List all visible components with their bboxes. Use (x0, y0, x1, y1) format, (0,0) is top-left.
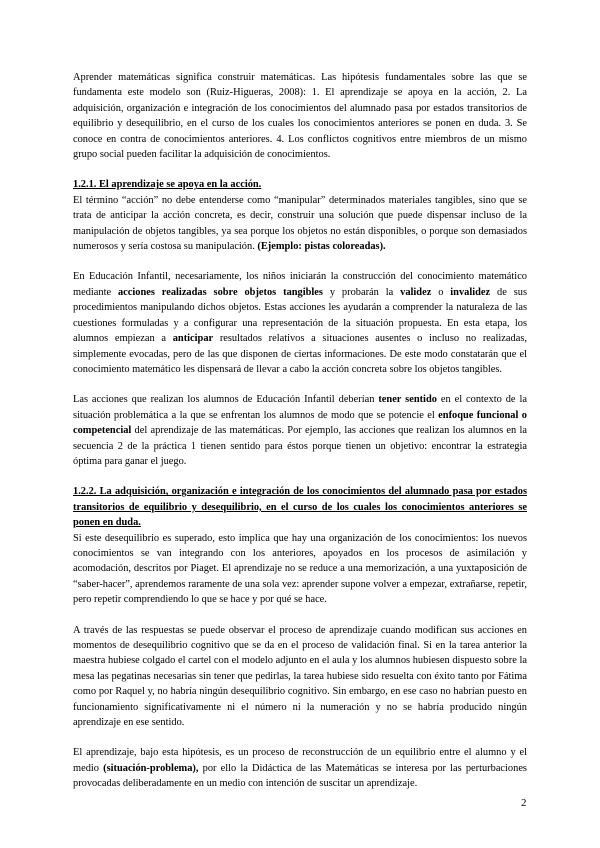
section-1-paragraph-1: El término “acción” no debe entenderse como “manipular” determinados materiales tangibles, sino que se trata de anticipar la acción concreta, es decir, construir una solución que puede dispensar incluso de la manipulación de objetos tangibles, ya sea porque los objetos no están disponibles, o porque son demasiados numerosos y sería costosa su manipulación. (Ejemplo: pistas coloreadas). (73, 194, 527, 253)
page-number: 2 (521, 797, 527, 809)
section-1-paragraph-2: En Educación Infantil, necesariamente, los niños iniciarán la construcción del conocimiento matemático mediante acciones realizadas sobre objetos tangibles y probarán la validez o invalidez de sus procedimientos manipulando dichos objetos. Estas acciones les ayudarán a comprender la naturaleza de las cuestiones formuladas y a configurar una representación de la situación propuesta. En esta etapa, los alumnos empiezan a anticipar resultados relativos a situaciones ausentes o incluso no realizadas, simplemente evocadas, pero de las que disponen de ciertas informaciones. De este modo constatarán que el conocimiento matemático les dispensará de llevar a cabo la acción concreta sobre los objetos tangibles. (73, 271, 528, 375)
section-1-paragraph-3: Las acciones que realizan los alumnos de Educación Infantil deberían tener sentido en el contexto de la situación problemática a la que se enfrentan los alumnos de modo que se potencie el enfoque funcional o competencial del aprendizaje de las matemáticas. Por ejemplo, las acciones que realizan los alumnos en la secuencia 2 de la práctica 1 tienen sentido para éstos porque tienen un objetivo: encontrar la estrategia óptima para ganar el juego. (73, 394, 527, 467)
section-2-paragraph-1: Si este desequilibrio es superado, esto implica que hay una organización de los conocimientos: los nuevos conocimientos se van integrando con los anteriores, apoyados en los procesos de asimilación y acomodación, descritos por Piaget. El aprendizaje no se reduce a una memorización, a una yuxtaposición de “saber-hacer”, aprendemos raramente de una sola vez: aprender supone volver a empezar, extrañarse, repetir, pero repetir comprendiendo lo que se hace y por qué se hace. (73, 532, 527, 606)
section-2-paragraph-2: A través de las respuestas se puede observar el proceso de aprendizaje cuando modifican sus acciones en momentos de desequilibrio cognitivo que se da en el proceso de validación final. Si en la tarea anterior la maestra hubiese colgado el cartel con el modelo adjunto en el aula y los alumnos hubiesen dispuesto sobre la mesa las pegatinas necesarias sin tener que pedirlas, la tarea hubiese sido resuelta con éxito tanto por Fátima como por Raquel y, no habría ningún desequilibrio cognitivo. Sin embargo, en ese caso no habrían puesto en funcionamiento significativamente ni el número ni la numeración y no se habría producido ningún aprendizaje en ese sentido. (73, 624, 527, 729)
section-2-heading: 1.2.2. La adquisición, organización e integración de los conocimientos del alumnado pasa por estados transitorios de equilibrio y desequilibrio, en el curso de los cuales los conocimientos anteriores se ponen en duda. (73, 486, 527, 529)
section-1-heading: 1.2.1. El aprendizaje se apoya en la acción. (73, 179, 262, 191)
intro-paragraph: Aprender matemáticas significa construir matemáticas. Las hipótesis fundamentales sobre las que se fundamenta este modelo son (Ruiz-Higueras, 2008): 1. El aprendizaje se apoya en la acción, 2. La adquisición, organización e integración de los conocimientos del alumnado pasa por estados transitorios de equilibrio y desequilibrio, en el curso de los cuales los conocimientos anteriores se ponen en duda. 3. Se conoce en contra de conocimientos anteriores. 4. Los conflictos cognitivos entre miembros de un mismo grupo social pueden facilitar la adquisición de conocimientos. (73, 72, 527, 161)
document-page (73, 70, 527, 792)
section-2-paragraph-3: El aprendizaje, bajo esta hipótesis, es un proceso de reconstrucción de un equilibrio entre el alumno y el medio (situación-problema), por ello la Didáctica de las Matemáticas se interesa por las perturbaciones provocadas deliberadamente en un medio con intención de suscitar un aprendizaje. (73, 747, 527, 790)
